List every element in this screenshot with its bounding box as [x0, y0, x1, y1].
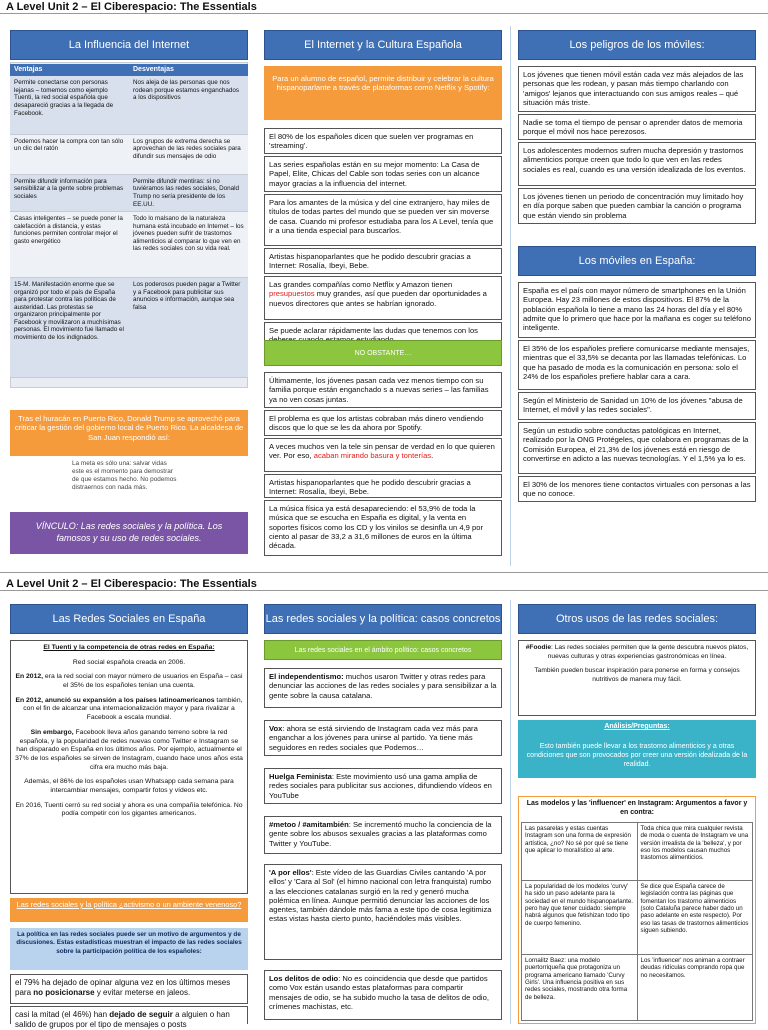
quote-line: La meta es sólo una: salvar vidas	[72, 460, 167, 467]
redes-espana-header: Las Redes Sociales en España	[10, 604, 248, 634]
musica-fisica-box: La música física ya está desapareciendo: el 53,9% de toda la música que se escucha en España es digital, y la venta en soportes físicos como los CD y los vinilos se desinfla un 4,9 por ciento al pasar de 33,2 a 31,6 millones de euros en la última década.	[264, 500, 502, 556]
ventajas-heading: Ventajas	[10, 64, 129, 76]
table-cell: La popularidad de los modelos 'curvy' ha sido un paso adelante para la sociedad en el mundo hispanoparlante. pero hay que tener cuidado: siempre habrá algunos que fetishizan todo tipo de cuerpo femenino.	[522, 881, 638, 955]
foodie-text: #Foodie: Las redes sociales permiten que la gente descubra nuevos platos, nuevas culturas y otras experiencias gastronómicas en línea.	[525, 644, 749, 660]
tuenti-p4: Sin embargo, Facebook lleva años ganando terreno sobre la red española, y la popularidad de redes nuevas como Twitter e Instagram se han disparado en España en los últimos años. Por ejemplo, actualmente el 37% de los españoles se sirven de Instagram, cuando hace unos años esta cifra era mucho más baja.	[15, 728, 243, 771]
quote-line: este es el momento para demostrar	[72, 468, 173, 475]
table-cell: Todo lo malsano de la naturaleza humana está incubado en Internet – los jóvenes pueden sufrir de trastornos alimenticios al comparar lo que ven en las redes sociales con su vida real.	[129, 212, 248, 278]
caso-box: #metoo / #amitambién: Se incrementó mucho la conciencia de la gente sobre los abusos sexuales gracias a las plataformas como Twitter y YouTube.	[264, 816, 502, 854]
spotify-box: El problema es que los artistas cobraban más dinero vendiendo discos que lo que se les da ahora por Spotify.	[264, 410, 502, 436]
table-cell: Se dice que España carece de legislación contra las páginas que fomentan los trastorno alimenticios (solo Cataluña parece haber dado un paso adelante en este respecto). Por eso las tasas de trastornos alimenticios siguen subiendo.	[637, 881, 753, 955]
influencia-header: La Influencia del Internet	[10, 30, 248, 60]
desventajas-heading: Desventajas	[129, 64, 248, 76]
table-cell: Las pasarelas y estas cuentas Instagram son una forma de expresión artística, ¿no? No sé por qué se tiene que aplicar lo moralístico al arte.	[522, 823, 638, 881]
caso-box: El independentismo: muchos usaron Twitter y otras redes para denunciar las acciones de las redes sociales y para sensibilizar a la gente sobre la causa catalana.	[264, 668, 502, 708]
stat-box: casi la mitad (el 46%) han dejado de seguir a alguien o han salido de grupos por el tipo de mensajes o posts	[10, 1006, 248, 1024]
peligros-header: Los peligros de los móviles:	[518, 30, 756, 60]
table-cell: Permite difundir mentiras: si no tuviéramos las redes sociales, Donald Trump no sería presidente de los EE.UU.	[129, 174, 248, 211]
netflix-box	[264, 276, 502, 320]
moviles-box: El 35% de los españoles prefiere comunicarse mediante mensajes, mientras que el 33,5% se decanta por las llamadas telefónicas. Lo que ha pasado de moda es la comunicación en persona: solo el 24% de los españoles prefiere hablar cara a cara.	[518, 340, 756, 390]
page2-title: A Level Unit 2 – El Ciberespacio: The Essentials	[0, 577, 768, 591]
tele-text: .	[431, 451, 434, 461]
alcaldesa-quote	[72, 460, 242, 492]
analisis-box: Esto también puede llevar a los trastorno alimenticios y a otras condiciones que son provocados por creer una versión idealizada de la realidad.	[518, 736, 756, 778]
musica-cine-box: Para los amantes de la música y del cine extranjero, hay miles de títulos de todas partes del mundo que se pueden ver sin moverse de casa. Cuando mi profesor estudiaba para los A Level, tenía que ir a una tienda especial para buscarlos.	[264, 194, 502, 246]
tuenti-p6: En 2016, Tuenti cerró su red social y ahora es una compañía telefónica. No podía competir con los gigantes americanos.	[15, 801, 243, 818]
caso-box: 'A por ellos': Este vídeo de las Guardias Civiles cantando 'A por ellos' y 'Cara al Sol' (el himno nacional con letra franquista) rumbo a las elecciones catalanas surgió en la red y generó mucha polémica en línea. Aunque permitió denunciar las acciones de los agentes, también dándole más fama a este tipo de cosa legitimiza estas vistas hasta cierto punto, haciéndoles más visibles.	[264, 864, 502, 960]
stat-box: el 79% ha dejado de opinar alguna vez en los últimos meses para no posicionarse y evitar meterse en jaleos.	[10, 974, 248, 1004]
artistas-box: Artistas hispanoparlantes que he podido descubrir gracias a Internet: Rosalía, Ibeyi, Bebe.	[264, 248, 502, 274]
table-cell: Toda chica que mira cualquier revista de moda o cuenta de Instagram ve una versión irrealista de la 'belleza', y por eso los modelos causan muchos trastornos alimenticios.	[637, 823, 753, 881]
column-divider	[510, 26, 511, 566]
casos-banner: Las redes sociales en el ámbito político: casos concretos	[264, 640, 502, 660]
table-cell: Los grupos de extrema derecha se aprovechan de las redes sociales para difundir sus mensajes de odio	[129, 134, 248, 174]
peligro-box: Los jóvenes tienen un periodo de concentración muy limitado hoy en día porque saben que pueden cambiar la canción o programa que están viendo sin problema	[518, 188, 756, 224]
cultura-intro-box: Para un alumno de español, permite distribuir y celebrar la cultura hispanoparlante a través de plataformas como Netflix y Spotify:	[264, 66, 502, 120]
cultura-header: El Internet y la Cultura Española	[264, 30, 502, 60]
tele-text: A veces muchos ven la tele sin pensar de verdad en lo que quieren ver. Por eso,	[269, 442, 495, 461]
activismo-box: Las redes sociales y la política ¿activismo o un ambiente venenoso?	[10, 898, 248, 922]
peligro-box: Nadie se toma el tiempo de pensar o aprender datos de memoria porque el móvil nos hace perezosos.	[518, 114, 756, 140]
tuenti-box	[10, 640, 248, 894]
page1-title: A Level Unit 2 – El Ciberespacio: The Essentials	[0, 0, 768, 14]
moviles-box: El 30% de los menores tiene contactos virtuales con personas a las que no conoce.	[518, 476, 756, 502]
tuenti-p3: En 2012, anunció su expansión a los países latinoamericanos también, con el fin de alcanzar una internacionalización mayor y para rivalizar a Facebook a escala mundial.	[15, 696, 243, 722]
tuenti-p1: Red social española creada en 2006.	[72, 658, 186, 666]
tuenti-p5: Además, el 86% de los españoles usan Whatsapp cada semana para intercambiar mensajes, compartir fotos y vídeos etc.	[24, 778, 234, 794]
moviles-box: Según el Ministerio de Sanidad un 10% de los jóvenes "abusa de Internet, el móvil y las redes sociales".	[518, 392, 756, 420]
politica-intro: La política en las redes sociales puede ser un motivo de argumentos y de discusiones. Estas estadísticas muestran el impacto de las redes sociales sobre la participación política de los españoles:	[10, 928, 248, 970]
table-cell: Casas inteligentes – se puede poner la calefacción a distancia, y estas funciones permiten controlar mejor el gasto energético	[10, 212, 129, 278]
caso-box: Los delitos de odio: No es coincidencia que desde que partidos como Vox están usando estas plataformas para compartir mensajes de odio, se ha subido mucho la tasa de delitos de odio, crímenes machistas, etc.	[264, 970, 502, 1020]
caso-box: Huelga Feminista: Este movimiento usó una gama amplia de redes sociales para publicitar sus acciones, difundiendo vídeos en YouTube	[264, 768, 502, 804]
familia-box: Últimamente, los jóvenes pasan cada vez menos tiempo con su familia porque están enganchado s a nuevas series – las familias ya no ven cosas juntas.	[264, 372, 502, 408]
quote-line: de que estamos hecho. No podemos	[72, 476, 177, 483]
foodie-box	[518, 640, 756, 716]
peligro-box: Los jóvenes que tienen móvil están cada vez más alejados de las personas que les rodean, y pasan más tiempo charlando con 'amigos' lejanos que interactuando con sus amigos reales – qué situación más triste.	[518, 66, 756, 112]
dudas-box: Se puede aclarar rápidamente las dudas que tenemos con los	[264, 322, 502, 344]
table-cell: Los poderosos pueden pagar a Twitter y a Facebook para publicitar sus anuncios e información, aunque sea falsa	[129, 278, 248, 378]
column-divider	[510, 600, 511, 1024]
netflix-text: Las grandes compañías como Netflix y Amazon tienen	[269, 280, 453, 289]
modelos-title: Las modelos y las 'influencer' en Instagram: Argumentos a favor y en contra:	[526, 800, 748, 816]
table-cell: Nos aleja de las personas que nos rodean porque estamos enganchados a los dispositivos	[129, 76, 248, 134]
pros-cons-table	[10, 64, 248, 378]
series-box: Las series españolas están en su mejor momento: La Casa de Papel, Elite, Chicas del Cable son todas series con un alcance mayor gracias a la influencia del internet.	[264, 156, 502, 192]
netflix-text: muy grandes, así que pueden dar oportunidades a nuevos directores que antes se habrían ignorado.	[269, 289, 487, 308]
foodie-text-2: También pueden buscar inspiración para ponerse en forma y consejos nutritivos de manera muy fácil.	[534, 667, 740, 683]
quote-line: distraernos con nada más.	[72, 484, 148, 491]
modelos-table	[521, 822, 753, 1021]
tele-box	[264, 438, 502, 472]
table-cell: Podemos hacer la compra con tan sólo un clic del ratón	[10, 134, 129, 174]
moviles-espana-header: Los móviles en España:	[518, 246, 756, 276]
casos-header: Las redes sociales y la política: casos concretos	[264, 604, 502, 634]
puerto-rico-box: Tras el huracán en Puerto Rico, Donald Trump se aprovechó para criticar la gestión del gobierno local de Puerto Rico. La alcaldesa de San Juan respondió así:	[10, 410, 248, 456]
tuenti-subhead: El Tuenti y la competencia de otras redes en España:	[43, 644, 215, 651]
caso-box: Vox: ahora se está sirviendo de Instagram cada vez más para enganchar a los jóvenes para unirse al partido. Ya tiene más seguidores en redes sociales que Podemos…	[264, 720, 502, 756]
table-cell: Permite difundir información para sensibilizar a la gente sobre problemas sociales	[10, 174, 129, 211]
table-cell: Lornalitz Baez: una modelo puertorriqueña que protagoniza un programa americano llamado 'Curvy Girls'. Una influencia positiva en sus redes sociales, mostrando otra forma de belleza.	[522, 955, 638, 1021]
vinculo-box: VÍNCULO: Las redes sociales y la política. Los famosos y su uso de redes sociales.	[10, 512, 248, 554]
streaming-box: El 80% de los españoles dicen que suelen ver programas en 'streaming'.	[264, 128, 502, 154]
moviles-box: Según un estudio sobre conductas patológicas en Internet, realizado por la ONG Protégeles, que colabora en programas de la Comisión Europea, el 21,3% de los jóvenes está en riesgo de convertirse en adicto a las nuevas tecnologías. Y el 1,5% ya lo es.	[518, 422, 756, 474]
peligro-box: Los adolescentes modernos sufren mucha depresión y trastornos alimenticios porque creen que todo lo que ven en las redes sociales es real, cuando es una versión idealizada de los eventos.	[518, 142, 756, 186]
table-cell: 15-M. Manifestación enorme que se organizó por todo el país de España para protestar contra las políticas de austeridad. Las protestas se organizaron principalmente por Facebook y movilizaron a muchísimas personas. El movimiento fue llamado el movimiento de los indignados.	[10, 278, 129, 378]
basura-highlight: acaban mirando basura y tonterías	[313, 451, 432, 461]
tuenti-p2: En 2012, era la red social con mayor número de usuarios en España – casi el 35% de los españoles tenían una cuenta.	[15, 673, 243, 690]
no-obstante-banner: NO OBSTANTE…	[264, 340, 502, 366]
otros-usos-header: Otros usos de las redes sociales:	[518, 604, 756, 634]
table-cell: Los 'influencer' nos animan a contraer deudas ridículas comprando ropa que no necesitamos.	[637, 955, 753, 1021]
moviles-box: España es el país con mayor número de smartphones en la Unión Europea. Hay 23 millones de estos dispositivos. El 87% de la población española lo tiene a mano las 24 horas del día y el 80% admite que lo primero que hace por la mañana es coger su teléfono inteligente.	[518, 282, 756, 338]
analisis-label: Análisis/Preguntas:	[518, 720, 756, 736]
presupuestos-highlight: presupuestos	[269, 289, 315, 299]
table-cell: Permite conectarse con personas lejanas – tomemos como ejemplo Tuenti, la red social española que desapareció gracias a la llegada de Facebook.	[10, 76, 129, 134]
artistas-box-2: Artistas hispanoparlantes que he podido descubrir gracias a Internet: Rosalía, Ibeyi, Bebe.	[264, 474, 502, 498]
